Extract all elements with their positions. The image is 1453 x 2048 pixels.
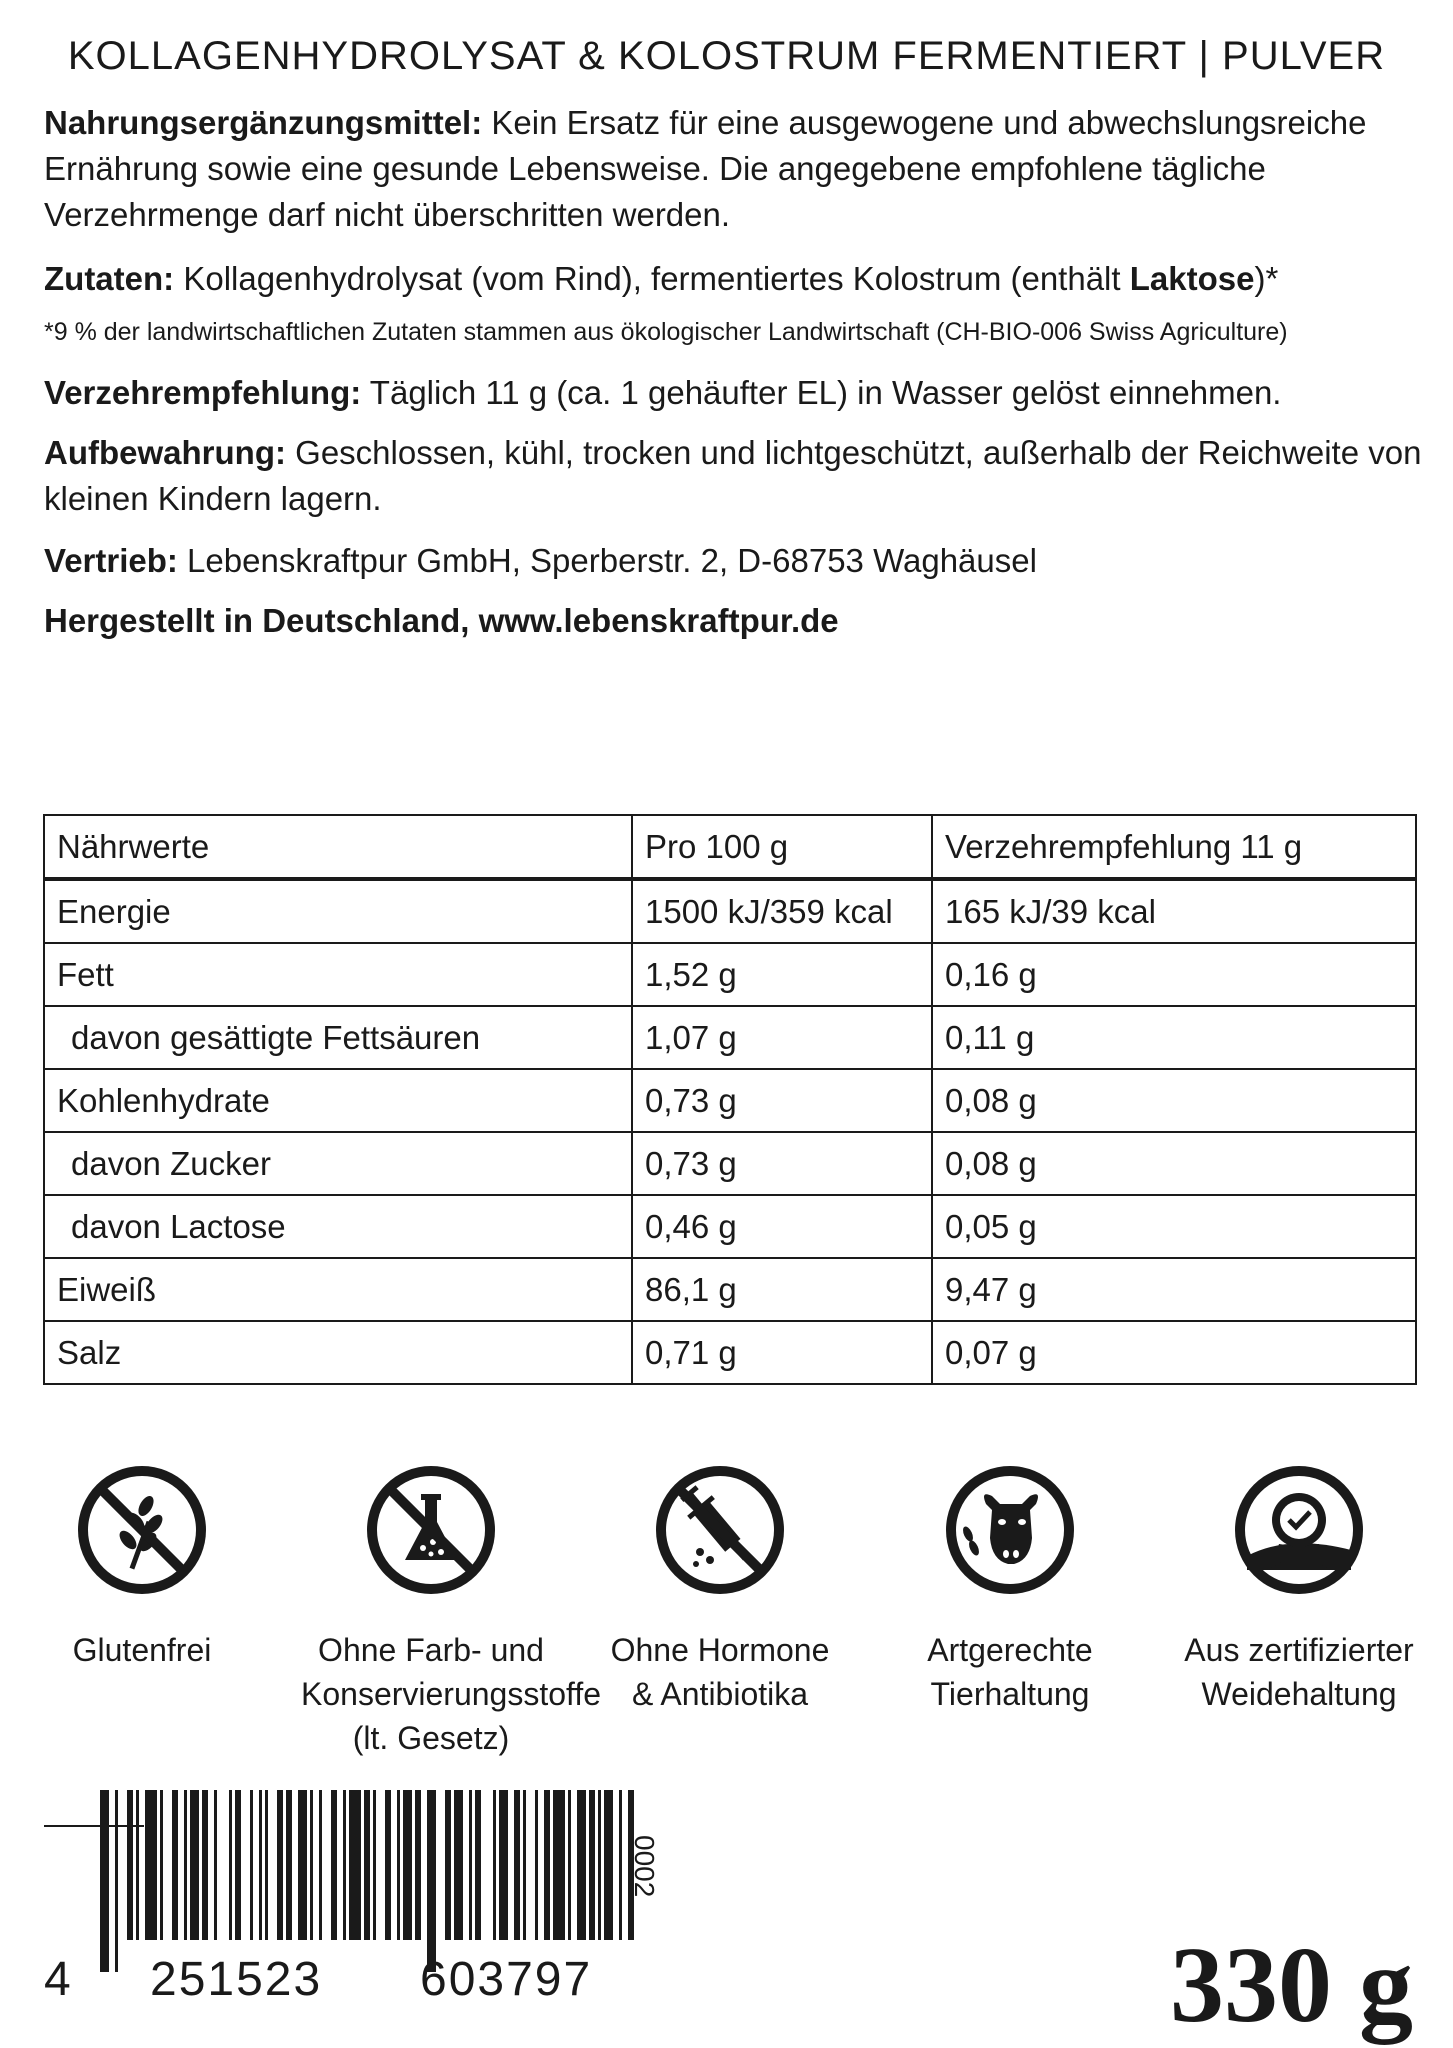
ingredients-allergen: Laktose (1129, 260, 1255, 297)
barcode-bar (145, 1790, 157, 1940)
barcode-bar (100, 1790, 109, 1972)
value-per-100g: 0,46 g (632, 1195, 932, 1258)
barcode-bar (319, 1790, 322, 1940)
table-row (44, 1195, 1416, 1258)
nutrient-name: davon gesättigte Fettsäuren (44, 1006, 632, 1069)
barcode-bar (250, 1790, 253, 1940)
animal-welfare-icon (940, 1460, 1080, 1600)
organic-note: *9 % der landwirtschaftlichen Zutaten stammen aus ökologischer Landwirtschaft (CH-BIO-006 Swiss Agriculture) (44, 318, 1288, 346)
made-in: Hergestellt in Deutschland, www.lebenskraftpur.de (44, 602, 839, 639)
badge-label-gluten-free: Glutenfrei (72, 1632, 212, 1668)
table-row (44, 1006, 1416, 1069)
value-per-100g: 0,73 g (632, 1132, 932, 1195)
table-row (44, 1321, 1416, 1384)
storage-label: Aufbewahrung: (44, 434, 286, 471)
nutrition-header-row (44, 815, 1416, 879)
badge-label-certified-pasture: Aus zertifizierter Weidehaltung (1184, 1632, 1414, 1712)
value-per-100g: 0,73 g (632, 1069, 932, 1132)
no-hormones-icon (650, 1460, 790, 1600)
barcode-bar (160, 1790, 163, 1940)
barcode-bar (364, 1790, 370, 1940)
supplement-notice (44, 100, 1424, 238)
barcode-left-digits: 251523 (150, 1953, 323, 2006)
barcode-bar (277, 1790, 283, 1940)
nutrient-name: Eiweiß (44, 1258, 632, 1321)
value-per-serving: 165 kJ/39 kcal (932, 879, 1416, 943)
storage-text: Geschlossen, kühl, trocken und lichtgeschützt, außerhalb der Reichweite von kleinen Kindern lagern. (44, 434, 1422, 517)
net-weight: 330 g (1170, 1926, 1413, 2045)
barcode-bar (331, 1790, 337, 1940)
barcode-bar (298, 1790, 307, 1940)
barcode-bar (127, 1790, 133, 1940)
barcode-bar (343, 1790, 346, 1940)
barcode-bar (568, 1790, 571, 1940)
nutrient-name: Fett (44, 943, 632, 1006)
dosage (44, 370, 1424, 416)
nutrient-name: Energie (44, 879, 632, 943)
ingredients-text: Kollagenhydrolysat (vom Rind), fermentiertes Kolostrum (enthält (174, 260, 1130, 297)
barcode-bar (172, 1790, 178, 1940)
barcode-bar (235, 1790, 241, 1940)
value-per-serving: 0,16 g (932, 943, 1416, 1006)
distribution (44, 538, 1424, 584)
value-per-serving: 0,07 g (932, 1321, 1416, 1384)
value-per-serving: 0,05 g (932, 1195, 1416, 1258)
nutrient-name: davon Lactose (44, 1195, 632, 1258)
table-row (44, 879, 1416, 943)
table-row (44, 1132, 1416, 1195)
barcode-bar (385, 1790, 391, 1940)
barcode-bar (214, 1790, 217, 1940)
barcode-side-code: 0002 (629, 1835, 660, 1898)
barcode-bar (475, 1790, 481, 1940)
barcode-bar (259, 1790, 262, 1940)
value-per-serving: 9,47 g (932, 1258, 1416, 1321)
supplement-label: Nahrungsergänzungsmittel: (44, 104, 483, 141)
barcode-bar (619, 1790, 622, 1940)
barcode-bar (265, 1790, 268, 1940)
barcode-bar (523, 1790, 526, 1940)
barcode-first-digit: 4 (44, 1953, 71, 2006)
product-title: KOLLAGENHYDROLYSAT & KOLOSTRUM FERMENTIERT | PULVER (67, 34, 1386, 78)
ingredients-end: )* (1254, 260, 1279, 297)
value-per-100g: 1,07 g (632, 1006, 932, 1069)
ingredients-label: Zutaten: (44, 260, 175, 297)
table-row (44, 1069, 1416, 1132)
dosage-label: Verzehrempfehlung: (44, 374, 362, 411)
distribution-text: Lebenskraftpur GmbH, Sperberstr. 2, D-68753 Waghäusel (177, 542, 1037, 579)
barcode-bar (229, 1790, 232, 1940)
barcode-bar (415, 1790, 421, 1940)
value-per-100g: 1,52 g (632, 943, 932, 1006)
barcode-bar (310, 1790, 313, 1940)
barcode-bar (604, 1790, 613, 1940)
barcode-bar (544, 1790, 550, 1940)
dosage-text: Täglich 11 g (ca. 1 gehäufter EL) in Wasser gelöst einnehmen. (361, 374, 1282, 411)
barcode-bar (115, 1790, 118, 1972)
column-header: Pro 100 g (632, 815, 932, 879)
barcode-bar (493, 1790, 496, 1940)
nutrition-table (43, 814, 1417, 1385)
barcode-bar (454, 1790, 463, 1940)
barcode-bar (577, 1790, 586, 1940)
table-row (44, 943, 1416, 1006)
barcode-bar (349, 1790, 361, 1940)
barcode-bar (598, 1790, 601, 1940)
badge-label-no-additives: Ohne Farb- und Konservierungsstoffe (lt. Gesetz) (301, 1632, 602, 1756)
barcode-bar (469, 1790, 472, 1940)
barcode-bar (184, 1790, 187, 1940)
ingredients (44, 256, 1424, 302)
barcode-bar (499, 1790, 508, 1940)
nutrient-name: Kohlenhydrate (44, 1069, 632, 1132)
certified-pasture-icon (1229, 1460, 1369, 1600)
column-header: Verzehrempfehlung 11 g (932, 815, 1416, 879)
barcode-bar (427, 1790, 436, 1972)
column-header: Nährwerte (44, 815, 632, 879)
badge-label-no-hormones: Ohne Hormone & Antibiotika (610, 1632, 830, 1712)
nutrient-name: Salz (44, 1321, 632, 1384)
barcode-bar (373, 1790, 376, 1940)
value-per-serving: 0,08 g (932, 1132, 1416, 1195)
barcode-bar (535, 1790, 538, 1940)
barcode-bar (397, 1790, 400, 1940)
value-per-100g: 86,1 g (632, 1258, 932, 1321)
barcode-right-digits: 603797 (420, 1953, 593, 2006)
barcode-bar (286, 1790, 292, 1940)
barcode (100, 1790, 640, 1972)
barcode-bar (445, 1790, 451, 1940)
barcode-bar (403, 1790, 412, 1940)
no-additives-icon (361, 1460, 501, 1600)
barcode-bar (202, 1790, 208, 1940)
nutrient-name: davon Zucker (44, 1132, 632, 1195)
badge-label-animal-welfare: Artgerechte Tierhaltung (927, 1632, 1093, 1712)
value-per-100g: 0,71 g (632, 1321, 932, 1384)
barcode-bar (136, 1790, 139, 1940)
table-row (44, 1258, 1416, 1321)
value-per-serving: 0,08 g (932, 1069, 1416, 1132)
storage (44, 430, 1424, 522)
barcode-bar (514, 1790, 520, 1940)
barcode-bar (190, 1790, 199, 1940)
barcode-bar (589, 1790, 595, 1940)
gluten-free-icon (72, 1460, 212, 1600)
barcode-bar (553, 1790, 565, 1940)
supplement-text: Kein Ersatz für eine ausgewogene und abwechslungsreiche Ernährung sowie eine gesunde Lebensweise. Die angegebene empfohlene tägliche Verzehrmenge darf nicht überschritten werden. (44, 104, 1367, 233)
value-per-serving: 0,11 g (932, 1006, 1416, 1069)
value-per-100g: 1500 kJ/359 kcal (632, 879, 932, 943)
distribution-label: Vertrieb: (44, 542, 178, 579)
